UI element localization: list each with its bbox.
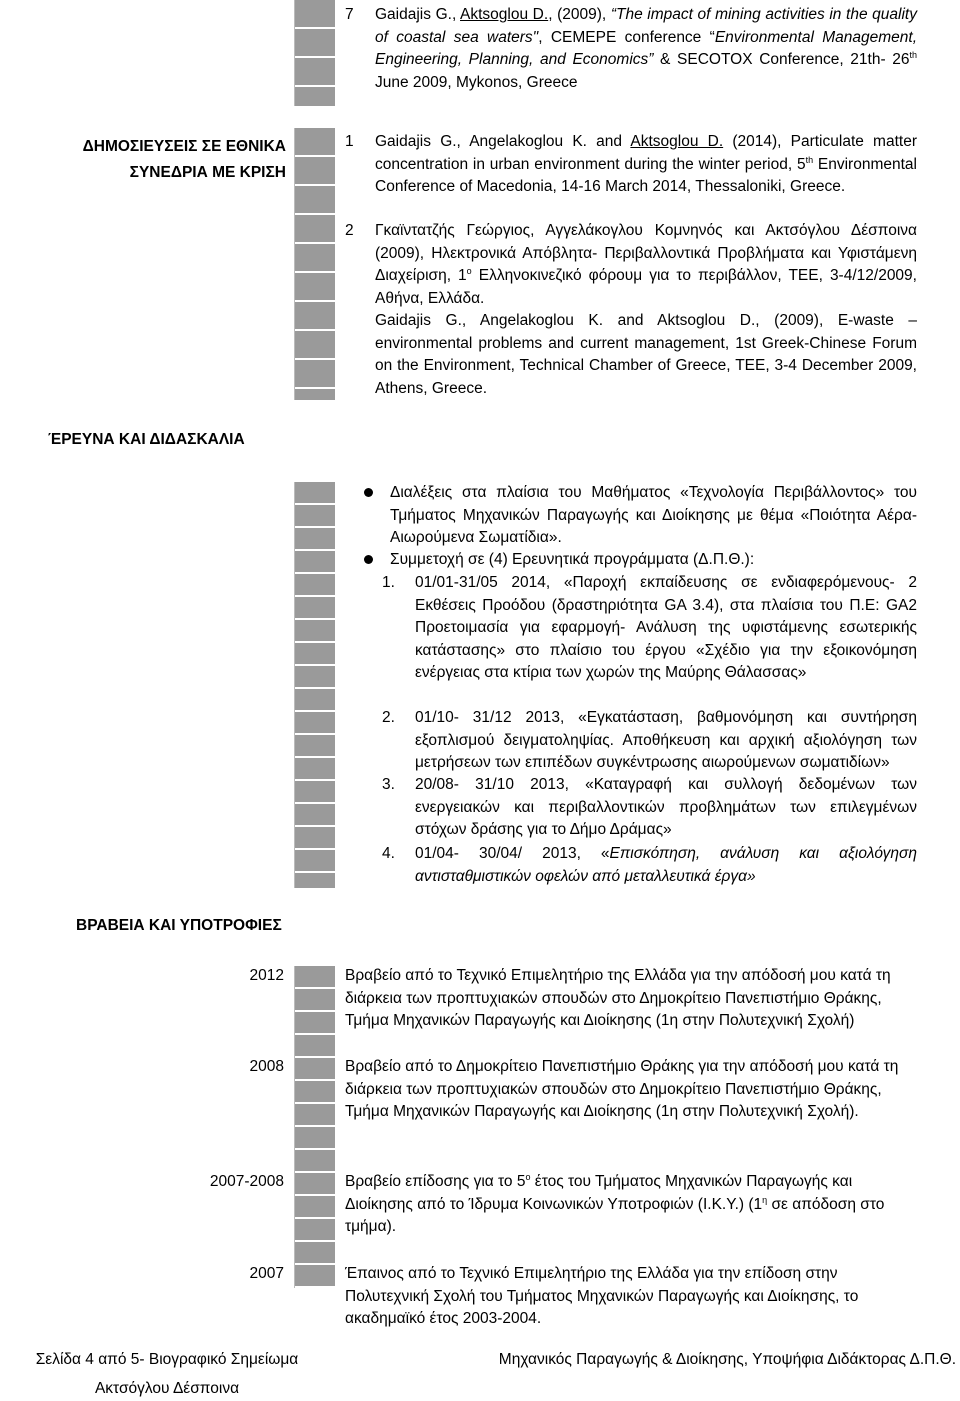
section-heading-research: ΈΡΕΥΝΑ ΚΑΙ ΔΙΔΑΣΚΑΛΙΑ xyxy=(48,431,245,448)
paper-title: “The impact of mining activities in the quality of coastal sea waters" xyxy=(375,6,917,46)
authors: Gaidajis G., xyxy=(375,6,461,23)
project-item: 01/10- 31/12 2013, «Εγκατάσταση, βαθμονόμηση και συντήρηση εξοπλισμού δειγματοληψίας. Αποθήκευση και αρχική αξιολόγηση των μετρήσεων των επιπέδων συγκέντρωσης αιωρούμενων σωματιδίων» xyxy=(415,709,917,771)
award-text-part: σε απόδοση στο τμήμα). xyxy=(345,1195,885,1235)
project-item xyxy=(415,843,917,888)
side-bar-decoration xyxy=(294,482,335,888)
footer-right: Μηχανικός Παραγωγής & Διοίκησης, Υποψήφια Διδάκτορας Δ.Π.Θ. xyxy=(498,1351,956,1368)
side-bar-decoration xyxy=(294,0,335,106)
year: , (2009), xyxy=(548,6,611,23)
award-year: 2007 xyxy=(249,1265,284,1282)
award-text: Έπαινος από το Τεχνικό Επιμελητήριο της Ελλάδα για την επίδοση στην Πολυτεχνική Σχολή του Τμήματος Μηχανικών Παραγωγής και Διοίκησης, το ακαδημαϊκό έτος 2003-2004. xyxy=(345,1265,859,1327)
award-text-part: Βραβείο επίδοσης για το 5 xyxy=(345,1173,526,1190)
entry-text: Γκαϊντατζής Γεώργιος, Αγγελάκογλου Κομνηνός και Ακτσόγλου Δέσποινα (2009), Ηλεκτρονικά Απόβλητα- Περιβαλλοντικά Προβλήματα και Υφιστάμενη Διαχείριση, 1 xyxy=(375,222,917,284)
entry-text: Environmental Conference of Macedonia, 14-16 March 2014, Thessaloniki, Greece. xyxy=(375,155,917,195)
author-highlight: Aktsoglou D. xyxy=(630,133,724,150)
entry-number: 7 xyxy=(345,6,354,23)
project-number: 2. xyxy=(382,709,395,726)
award-text-part: έτος του Τμήματος Μηχανικών Παραγωγής και Διοίκησης από το Ίδρυμα Κοινωνικών Υποτροφιών (Ι.Κ.Υ.) (1 xyxy=(345,1173,853,1213)
entry-text: (2014), Particulate matter concentration in urban environment during the winter period, 5 xyxy=(375,133,917,173)
entry-number: 2 xyxy=(345,222,354,239)
footer-page-label: Σελίδα 4 από 5- Βιογραφικό Σημείωμα xyxy=(35,1351,299,1368)
superscript: η xyxy=(762,1194,768,1205)
heading-line: ΔΗΜΟΣΙΕΥΣΕΙΣ ΣΕ ΕΘΝΙΚΑ xyxy=(82,138,286,155)
award-year: 2008 xyxy=(249,1058,284,1075)
venue: Environmental Management, Engineering, Planning, and Economics” xyxy=(375,28,917,68)
project-title: Επισκόπηση, ανάλυση και αξιολόγηση αντισταθμιστικών οφελών από μεταλλευτικά έργα» xyxy=(415,845,917,885)
award-text xyxy=(345,1171,917,1239)
authors: Gaidajis G., Angelakoglou K. and xyxy=(375,133,631,150)
award-year: 2007-2008 xyxy=(209,1173,284,1190)
superscript: th xyxy=(909,49,917,60)
project-number: 4. xyxy=(382,845,395,862)
section-heading-national xyxy=(83,134,286,186)
award-text: Βραβείο από το Δημοκρίτειο Πανεπιστήμιο Θράκης για την απόδοσή μου κατά τη διάρκεια των προπτυχιακών σπουδών στο Δημοκρίτειο Πανεπιστήμιο Θράκης, Τμήμα Μηχανικών Παραγωγής και Διοίκησης (1η στην Πολυτεχνική Σχολή). xyxy=(345,1058,899,1120)
separator: , CEMEPE conference “ xyxy=(538,28,715,46)
author-highlight: Aktsoglou D. xyxy=(460,6,549,23)
superscript: th xyxy=(805,154,814,165)
bullet-icon xyxy=(364,555,373,564)
entry-text: Ελληνοκινεζικό φόρουμ για το περιβάλλον, ΤΕΕ, 3-4/12/2009, Αθήνα, Ελλάδα. xyxy=(375,267,917,307)
award-year: 2012 xyxy=(249,967,284,984)
publication-entry-2-english: Gaidajis G., Angelakoglou K. and Aktsoglou D., (2009), E-waste – environmental problems and current management, 1st Greek-Chinese Forum on the Environment, Technical Chamber of Greece, TEE, 3-4 December 2009, Athens, Greece. xyxy=(375,312,917,397)
publication-entry-2-greek xyxy=(375,220,917,310)
footer-left xyxy=(2,1349,332,1400)
section-heading-awards: ΒΡΑΒΕΙΑ ΚΑΙ ΥΠΟΤΡΟΦΙΕΣ xyxy=(76,917,282,934)
bullet-projects: Συμμετοχή σε (4) Ερευνητικά προγράμματα (Δ.Π.Θ.): xyxy=(390,551,755,568)
award-text: Βραβείο από το Τεχνικό Επιμελητήριο της Ελλάδα για την απόδοσή μου κατά τη διάρκεια των προπτυχιακών σπουδών στο Δημοκρίτειο Πανεπιστήμιο Θράκης, Τμήμα Μηχανικών Παραγωγής και Διοίκησης (1η στην Πολυτεχνική Σχολή) xyxy=(345,967,891,1029)
tail: June 2009, Mykonos, Greece xyxy=(375,73,578,91)
tail: & SECOTOX Conference, 21th- 26 xyxy=(653,51,910,68)
superscript: ο xyxy=(466,265,472,276)
bullet-icon xyxy=(364,488,373,497)
project-number: 1. xyxy=(382,574,395,591)
publication-entry-1 xyxy=(375,131,917,199)
publication-entry-7 xyxy=(375,4,917,94)
heading-line: ΣΥΝΕΔΡΙΑ ΜΕ ΚΡΙΣΗ xyxy=(129,164,286,181)
project-item: 20/08- 31/10 2013, «Καταγραφή και συλλογή δεδομένων των ενεργειακών και περιβαλλοντικών προβλημάτων των επιλεγμένων στόχων δράσης για το Δήμο Δράμας» xyxy=(415,776,917,838)
project-date: 01/04- 30/04/ 2013, « xyxy=(415,845,610,862)
side-bar-decoration xyxy=(294,128,335,400)
bullet-lectures: Διαλέξεις στα πλαίσια του Μαθήματος «Τεχνολογία Περιβάλλοντος» του Τμήματος Μηχανικών Παραγωγής και Διοίκησης με θέμα «Ποιότητα Αέρα- Αιωρούμενα Σωματίδια». xyxy=(390,484,917,546)
project-number: 3. xyxy=(382,776,395,793)
footer-author: Ακτσόγλου Δέσποινα xyxy=(94,1379,240,1397)
superscript: ο xyxy=(525,1171,531,1182)
project-item: 01/01-31/05 2014, «Παροχή εκπαίδευσης σε ενδιαφερόμενους- 2 Εκθέσεις Προόδου (δραστηριότητα GA 3.4), στα πλαίσια του Π.Ε: GA2 Προετοιμασία για εφαρμογή- Ανάλυση της υφιστάμενης εσωτερικής κατάστασης» στο πλαίσιο του έργου «Σχέδιο για την εξοικονόμηση ενέργειας στα κτίρια των χωρών της Μαύρης Θάλασσας» xyxy=(415,574,917,681)
side-bar-decoration xyxy=(294,966,335,1288)
entry-number: 1 xyxy=(345,133,354,150)
